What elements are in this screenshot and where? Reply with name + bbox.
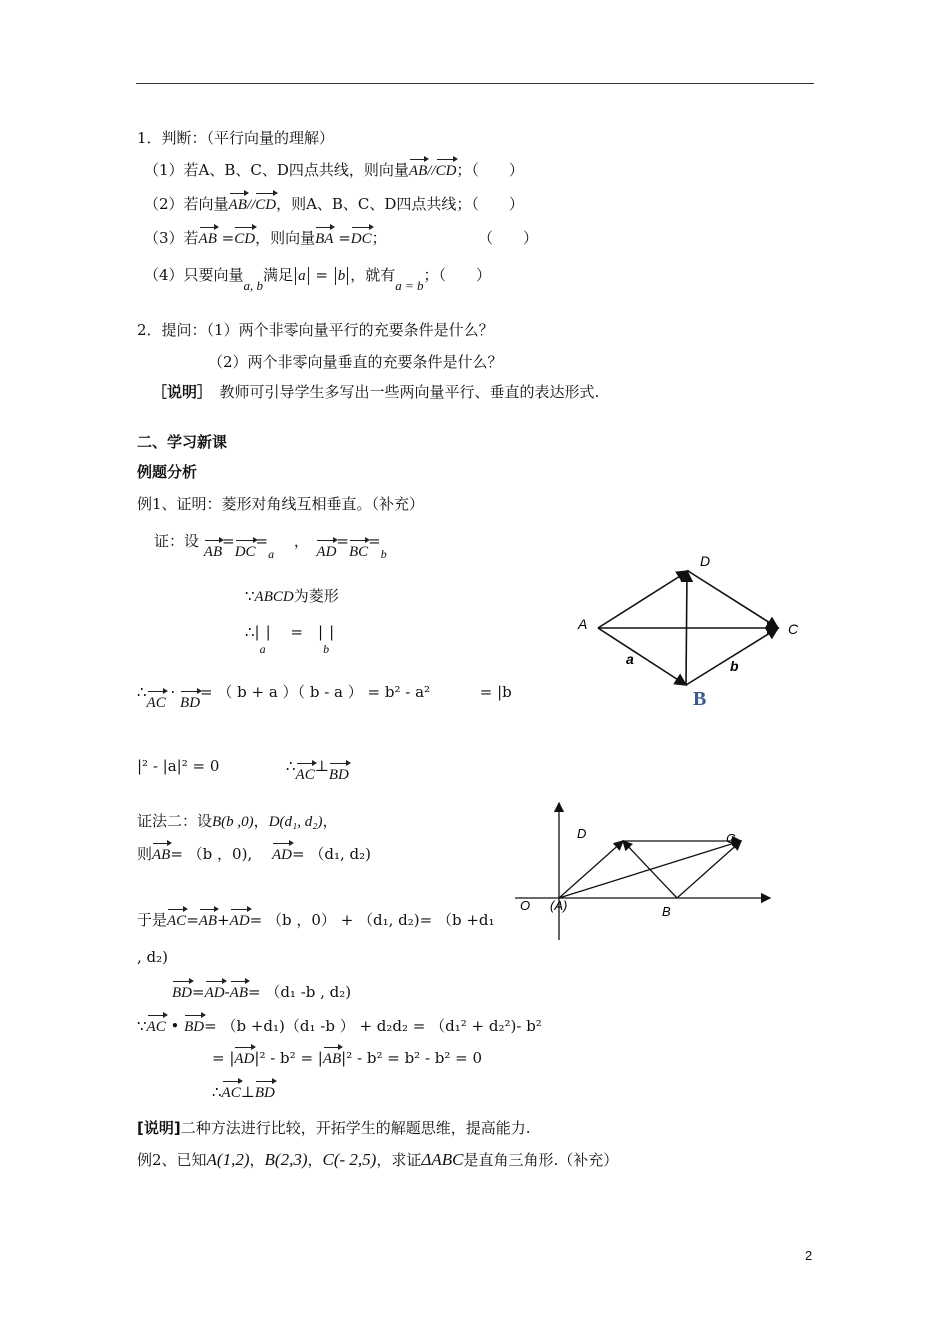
vector-AB bbox=[598, 628, 686, 685]
label-O: O bbox=[520, 898, 531, 913]
section-title: 二、学习新课 bbox=[137, 433, 228, 451]
diagonal-BD bbox=[623, 841, 677, 898]
section-subtitle: 例题分析 bbox=[137, 463, 198, 481]
ex2: 例2、已知A(1,2)，B(2,3)，C(- 2,5)，求证ΔABC是直角三角形.（补充） bbox=[137, 1150, 619, 1169]
m2-line4: BD=AD-AB= （d₁ -b , d₂) bbox=[172, 983, 352, 1001]
m2-line3-cont: , d₂) bbox=[137, 948, 169, 966]
rhombus-figure bbox=[570, 545, 810, 715]
q1-title: 1．判断：（平行向量的理解） bbox=[137, 129, 335, 147]
m2-line3: 于是AC=AB+AD= （b ，0） + （d₁, d₂)= （b +d₁ bbox=[137, 911, 495, 929]
note2: [说明]二种方法进行比较，开拓学生的解题思维，提高能力. bbox=[137, 1119, 531, 1137]
m2-line1: 证法二：设B(b ,0)，D(d₁, d₂)， bbox=[137, 812, 338, 830]
q2-line1: 2．提问：（1）两个非零向量平行的充要条件是什么？ bbox=[137, 321, 494, 339]
m2-line7: ∴AC⊥BD bbox=[212, 1083, 275, 1101]
vector-BC bbox=[686, 628, 778, 685]
header-rule bbox=[136, 83, 814, 84]
vector-DC bbox=[688, 571, 778, 628]
label-C: C bbox=[788, 621, 799, 637]
label-A: (A) bbox=[550, 898, 568, 913]
diagonal-BD bbox=[686, 571, 687, 685]
q1-item4: （4）只要向量a, b满足 a = b ，就有a = b；（ ） bbox=[144, 266, 492, 293]
q2-note: ［说明］ 教师可引导学生多写出一些两向量平行、垂直的表达形式. bbox=[152, 383, 600, 401]
label-b: b bbox=[730, 658, 739, 674]
label-a: a bbox=[626, 651, 634, 667]
ex1-proof-line: 证：设 $AB=DC=_a$ ， $AD=BC=_b$ bbox=[154, 532, 387, 561]
q1-item3-blank: （ ） bbox=[478, 229, 539, 247]
m2-line6: = |AD|² - b² = |AB|² - b² = b² - b² = 0 bbox=[212, 1049, 483, 1067]
ex1-perp: ∴AC⊥BD bbox=[286, 757, 349, 783]
q1-item3: （3）若AB =CD，则向量BA =DC； bbox=[144, 229, 387, 247]
coordinate-figure bbox=[505, 795, 780, 945]
label-B: B bbox=[693, 688, 707, 710]
label-D: D bbox=[577, 826, 587, 841]
page-number: 2 bbox=[805, 1248, 813, 1263]
ex1-dot-product: ∴AC · BD= （ b + a ）（ b - a ） = b² - a² = |b bbox=[137, 683, 512, 711]
q1-item2: （2）若向量AB//CD，则A、B、C、D四点共线；（ ） bbox=[144, 195, 524, 213]
ex1-title: 例1、证明：菱形对角线互相垂直。（补充） bbox=[137, 495, 425, 513]
vector-AD bbox=[598, 571, 688, 628]
m2-line5: ∵AC • BD= （b +d₁)（d₁ -b ） + d₂d₂ = （d₁² + d₂²)- b² bbox=[137, 1017, 542, 1035]
label-D: D bbox=[700, 553, 711, 569]
vector-AD bbox=[559, 841, 623, 898]
q2-line2: （2）两个非零向量垂直的充要条件是什么？ bbox=[208, 353, 503, 371]
label-A: A bbox=[578, 616, 588, 632]
ex1-rhombus: ∵ABCD为菱形 bbox=[245, 587, 339, 605]
ex1-dot-result: |² - |a|² = 0 bbox=[137, 757, 220, 775]
label-B: B bbox=[662, 904, 671, 919]
vector-BC bbox=[677, 841, 741, 898]
m2-line2: 则AB= （b ，0), AD= （d₁, d₂) bbox=[137, 845, 371, 863]
label-C: C bbox=[726, 831, 736, 846]
q1-item1: （1）若A、B、C、D四点共线，则向量AB//CD；（ ） bbox=[144, 161, 524, 179]
ex1-equal-lengths: $\therefore|_a|$ = $|_b|$ bbox=[245, 623, 335, 656]
